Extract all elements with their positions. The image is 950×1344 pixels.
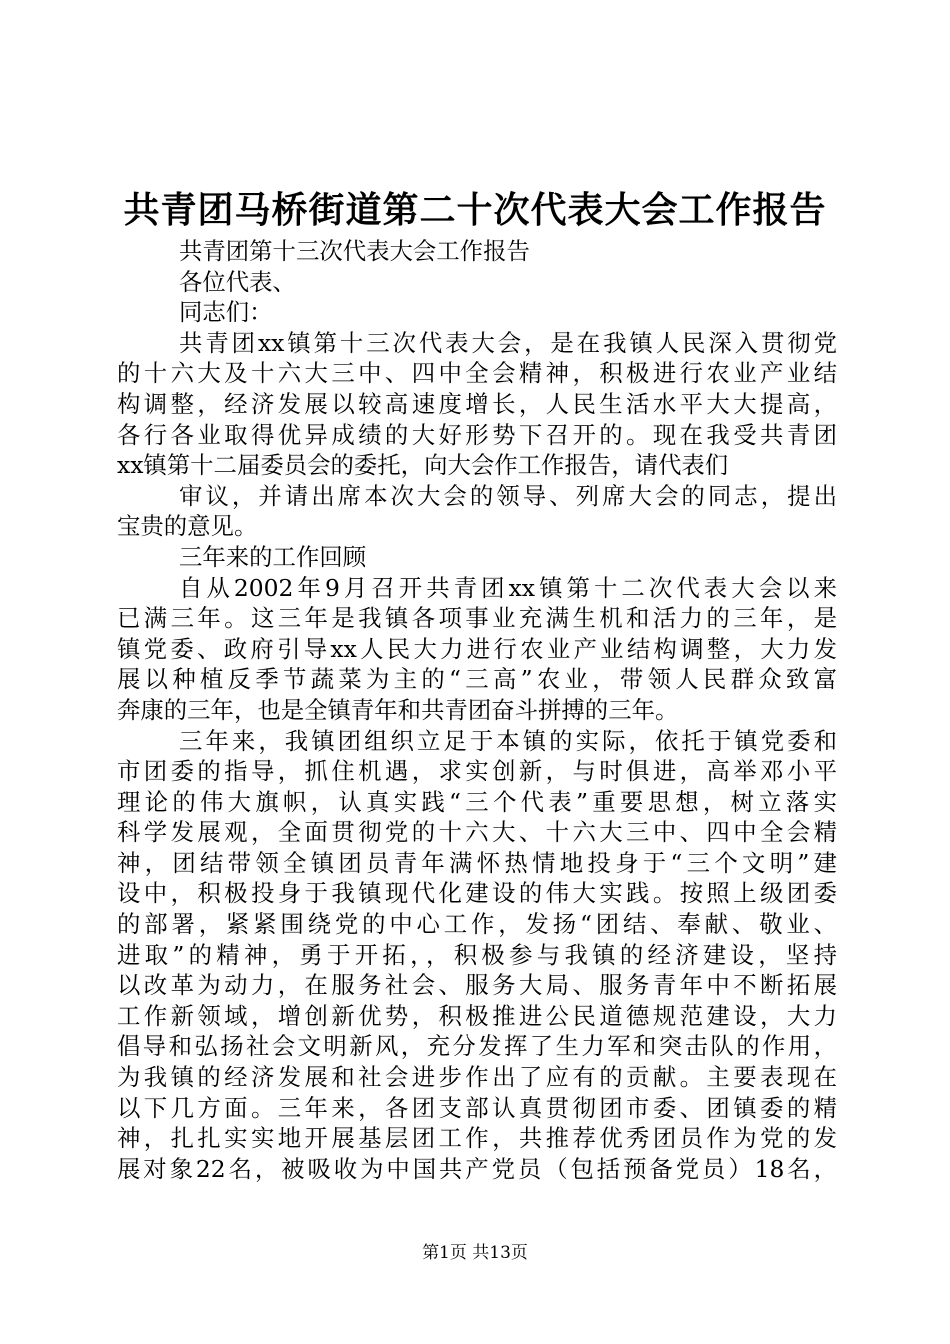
body-line: 展以种植反季节蔬菜为主的“三高”农业，带领人民群众致富: [117, 665, 837, 694]
body-line: 各位代表、: [179, 267, 296, 296]
body-line: 市团委的指导，抓住机遇，求实创新，与时俱进，高举邓小平: [117, 757, 837, 786]
body-line: 各行各业取得优异成绩的大好形势下召开的。现在我受共青团: [117, 420, 837, 449]
document-title: 共青团马桥街道第二十次代表大会工作报告: [123, 189, 827, 231]
body-line: 奔康的三年，也是全镇青年和共青团奋斗拼搏的三年。: [117, 695, 679, 724]
body-line: 展对象22名，被吸收为中国共产党员（包括预备党员）18名，: [117, 1154, 837, 1183]
body-line: 设中，积极投身于我镇现代化建设的伟大实践。按照上级团委: [117, 879, 837, 908]
body-line: 已满三年。这三年是我镇各项事业充满生机和活力的三年，是: [117, 604, 837, 633]
body-line: 构调整，经济发展以较高速度增长，人民生活水平大大提高，: [117, 389, 837, 418]
body-line: 宝贵的意见。: [117, 512, 258, 541]
body-line: 科学发展观，全面贯彻党的十六大、十六大三中、四中全会精: [117, 818, 837, 847]
body-line: 为我镇的经济发展和社会进步作出了应有的贡献。主要表现在: [117, 1063, 837, 1092]
body-line: 神，扎扎实实地开展基层团工作，共推荐优秀团员作为党的发: [117, 1124, 837, 1153]
body-line: 同志们：: [179, 298, 273, 327]
body-line: 三年来，我镇团组织立足于本镇的实际，依托于镇党委和: [179, 726, 837, 755]
body-line: 工作新领域，增创新优势，积极推进公民道德规范建设，大力: [117, 1001, 837, 1030]
body-line: 进取”的精神，勇于开拓，，积极参与我镇的经济建设，坚持: [117, 940, 837, 969]
document-body: [117, 236, 837, 1184]
body-line: 共青团第十三次代表大会工作报告: [179, 237, 530, 265]
body-line: 理论的伟大旗帜，认真实践“三个代表”重要思想，树立落实: [117, 787, 837, 816]
body-line: 镇党委、政府引导xx人民大力进行农业产业结构调整，大力发: [117, 634, 837, 663]
body-line: 神，团结带领全镇团员青年满怀热情地投身于“三个文明”建: [117, 848, 837, 877]
page-footer: 第1页 共13页: [422, 1243, 528, 1263]
body-line: 以改革为动力，在服务社会、服务大局、服务青年中不断拓展: [117, 971, 837, 1000]
body-line: 的部署，紧紧围绕党的中心工作，发扬“团结、奉献、敬业、: [117, 910, 837, 939]
body-line: xx镇第十二届委员会的委托，向大会作工作报告，请代表们: [117, 451, 729, 480]
body-line: 倡导和弘扬社会文明新风，充分发挥了生力军和突击队的作用，: [117, 1032, 837, 1061]
body-line: 三年来的工作回顾: [179, 542, 367, 571]
body-line: 的十六大及十六大三中、四中全会精神，积极进行农业产业结: [117, 359, 837, 388]
body-line: 以下几方面。三年来，各团支部认真贯彻团市委、团镇委的精: [117, 1093, 837, 1122]
body-line: 自从2002年9月召开共青团xx镇第十二次代表大会以来: [179, 573, 837, 602]
body-line: 共青团xx镇第十三次代表大会，是在我镇人民深入贯彻党: [179, 328, 837, 357]
body-line: 审议，并请出席本次大会的领导、列席大会的同志，提出: [179, 481, 837, 510]
